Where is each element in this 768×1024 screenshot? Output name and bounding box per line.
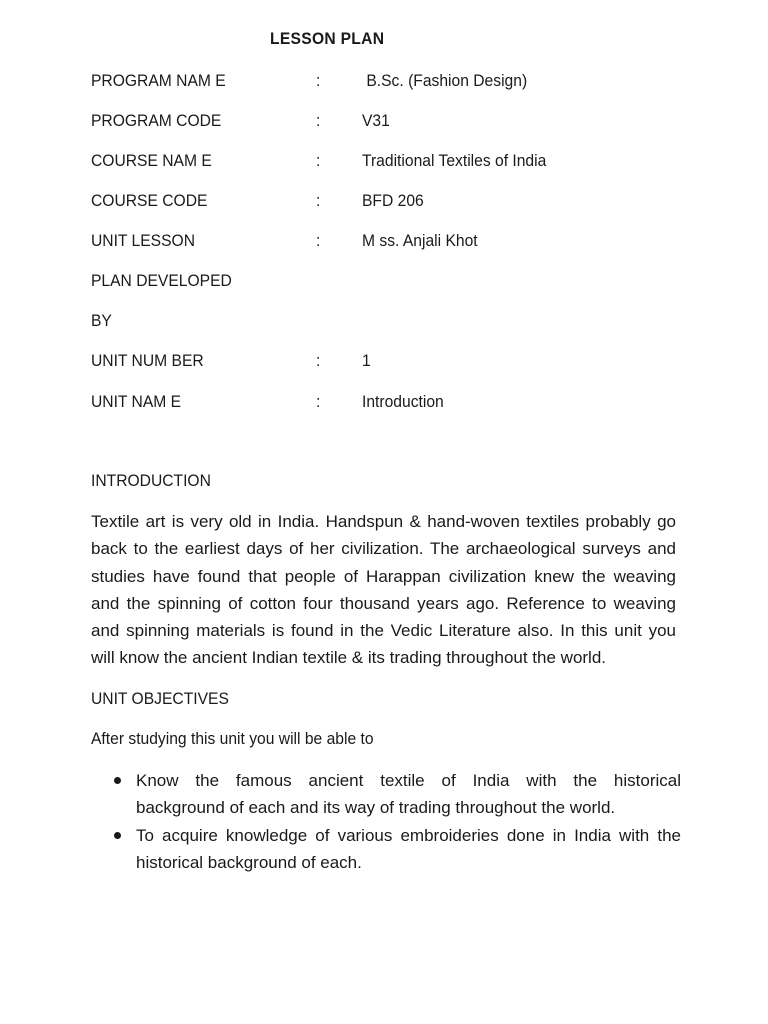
field-value: B.Sc. (Fashion Design): [362, 71, 528, 90]
introduction-paragraph: [91, 508, 676, 672]
paragraph-line: and spinning materials is found in the Vedic Literature also. In this unit you: [91, 621, 676, 641]
field-colon: :: [316, 351, 321, 370]
paragraph-line: Textile art is very old in India. Handspun & hand-woven textiles probably go: [91, 512, 676, 531]
field-colon: :: [316, 151, 321, 170]
field-label: PROGRAM CODE: [91, 111, 222, 130]
paragraph-line: will know the ancient Indian textile & its trading throughout the world.: [91, 648, 607, 668]
field-label: COURSE CODE: [91, 191, 208, 210]
field-by: [0, 310, 768, 332]
field-course-code: [0, 190, 768, 212]
list-item-line: Know the famous ancient textile of India with the historical: [136, 771, 681, 790]
introduction-heading: INTRODUCTION: [91, 471, 211, 490]
field-program-code: [0, 110, 768, 132]
field-label: UNIT NAM E: [91, 392, 182, 411]
list-item: [91, 767, 681, 822]
field-label: BY: [91, 311, 112, 330]
field-course-name: [0, 150, 768, 172]
paragraph-line: and the spinning of cotton four thousand years ago. Reference to weaving: [91, 593, 676, 613]
objectives-intro: After studying this unit you will be able to: [91, 729, 374, 748]
field-unit-name: [0, 391, 768, 413]
field-unit-lesson: [0, 230, 768, 252]
paragraph-line: back to the earliest days of her civilization. The archaeological surveys and: [91, 539, 676, 559]
page-title: LESSON PLAN: [270, 29, 385, 48]
field-colon: :: [316, 392, 321, 411]
field-colon: :: [316, 71, 321, 90]
field-value: BFD 206: [362, 191, 424, 210]
field-value: 1: [362, 351, 371, 370]
bullet-icon: [114, 777, 121, 784]
field-program-name: [0, 70, 768, 92]
field-label: UNIT NUM BER: [91, 351, 204, 370]
field-label: COURSE NAM E: [91, 151, 212, 170]
list-item-line: To acquire knowledge of various embroideries done in India with the: [136, 825, 681, 845]
field-value: M ss. Anjali Khot: [362, 231, 478, 250]
bullet-icon: [114, 832, 121, 839]
field-colon: :: [316, 231, 321, 250]
list-item: [91, 822, 681, 877]
field-colon: :: [316, 111, 321, 130]
field-label: UNIT LESSON: [91, 231, 196, 250]
list-item-line: background of each and its way of trading throughout the world.: [136, 798, 616, 818]
field-value: Traditional Textiles of India: [362, 151, 547, 170]
field-value: Introduction: [362, 392, 444, 411]
field-unit-number: [0, 350, 768, 372]
field-colon: :: [316, 191, 321, 210]
objectives-list: [91, 767, 681, 876]
objectives-heading: UNIT OBJECTIVES: [91, 689, 229, 708]
field-label: PLAN DEVELOPED: [91, 271, 232, 290]
paragraph-line: studies have found that people of Harappan civilization knew the weaving: [91, 566, 676, 586]
field-value: V31: [362, 111, 390, 130]
list-item-line: historical background of each.: [136, 852, 362, 872]
field-label: PROGRAM NAM E: [91, 71, 226, 90]
field-plan-developed: [0, 270, 768, 292]
